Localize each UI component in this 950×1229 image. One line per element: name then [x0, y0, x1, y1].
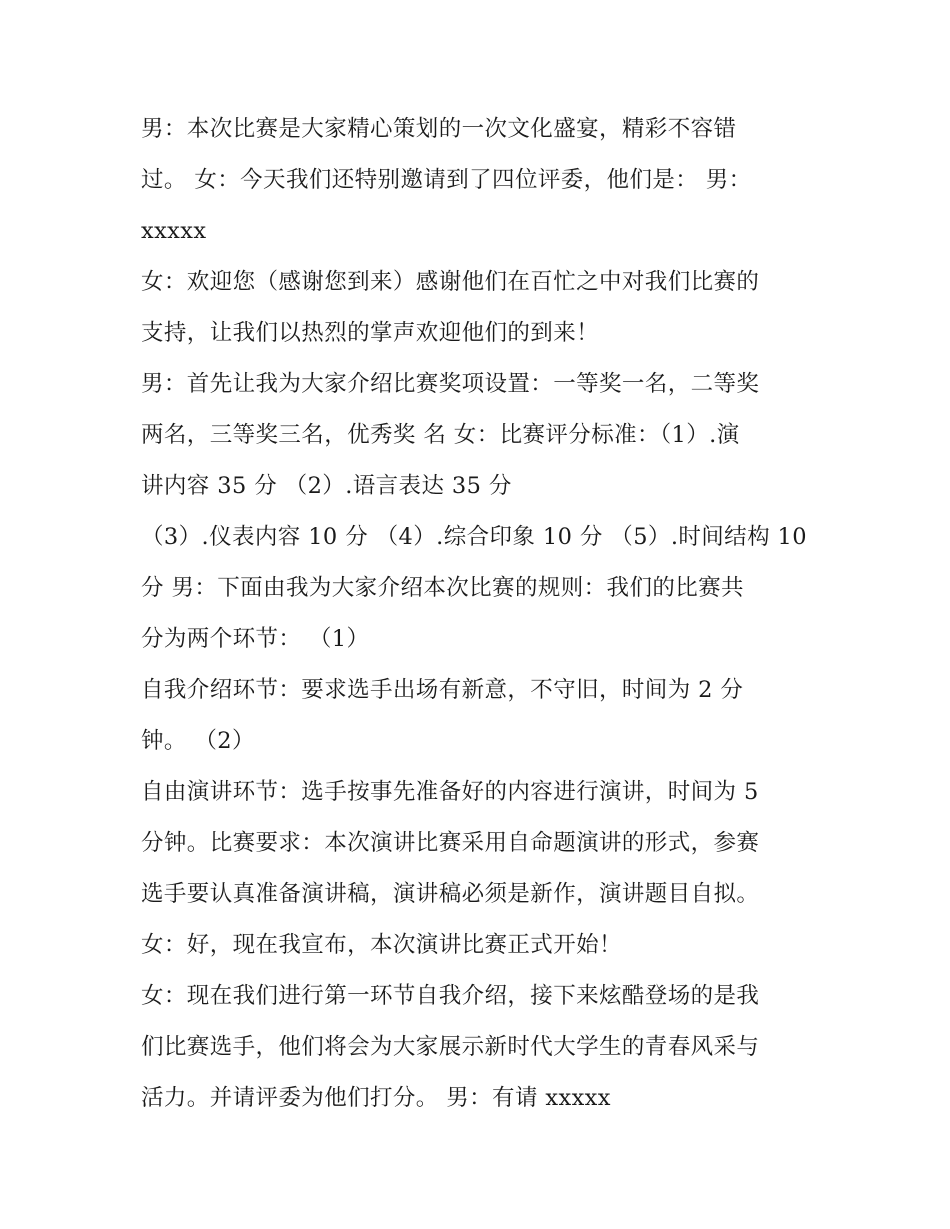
text-line: 女：欢迎您（感谢您到来）感谢他们在百忙之中对我们比赛的: [141, 269, 760, 295]
text-line: 讲内容 35 分 （2）.语言表达 35 分: [141, 473, 512, 499]
text-line: 们比赛选手，他们将会为大家展示新时代大学生的青春风采与: [141, 1034, 760, 1060]
text-line: 女：好，现在我宣布，本次演讲比赛正式开始！: [141, 932, 622, 958]
text-line: 女：现在我们进行第一环节自我介绍，接下来炫酷登场的是我: [141, 983, 760, 1009]
document-body: [141, 104, 821, 1124]
text-line: 过。 女：今天我们还特别邀请到了四位评委，他们是： 男：: [141, 167, 752, 193]
text-line: 两名，三等奖三名，优秀奖 名 女：比赛评分标准：（1）.演: [141, 422, 740, 448]
text-line: （3）.仪表内容 10 分 （4）.综合印象 10 分 （5）.时间结构 10: [141, 524, 807, 550]
text-line: 选手要认真准备演讲稿，演讲稿必须是新作，演讲题目自拟。: [141, 881, 760, 907]
text-line: 分钟。比赛要求：本次演讲比赛采用自命题演讲的形式，参赛: [141, 830, 760, 856]
text-line: 支持，让我们以热烈的掌声欢迎他们的到来！: [141, 320, 600, 346]
text-line: 分 男：下面由我为大家介绍本次比赛的规则：我们的比赛共: [141, 575, 744, 601]
text-line: 自由演讲环节：选手按事先准备好的内容进行演讲，时间为 5: [141, 779, 759, 805]
text-line: 男：本次比赛是大家精心策划的一次文化盛宴，精彩不容错: [141, 116, 737, 142]
text-line: 自我介绍环节：要求选手出场有新意，不守旧，时间为 2 分: [141, 677, 744, 703]
text-line: xxxxx: [141, 218, 207, 244]
text-line: 男：首先让我为大家介绍比赛奖项设置：一等奖一名，二等奖: [141, 371, 760, 397]
text-line: 钟。 （2）: [141, 728, 255, 754]
text-line: 活力。并请评委为他们打分。 男：有请 xxxxx: [141, 1085, 611, 1111]
text-line: 分为两个环节： （1）: [141, 626, 370, 652]
